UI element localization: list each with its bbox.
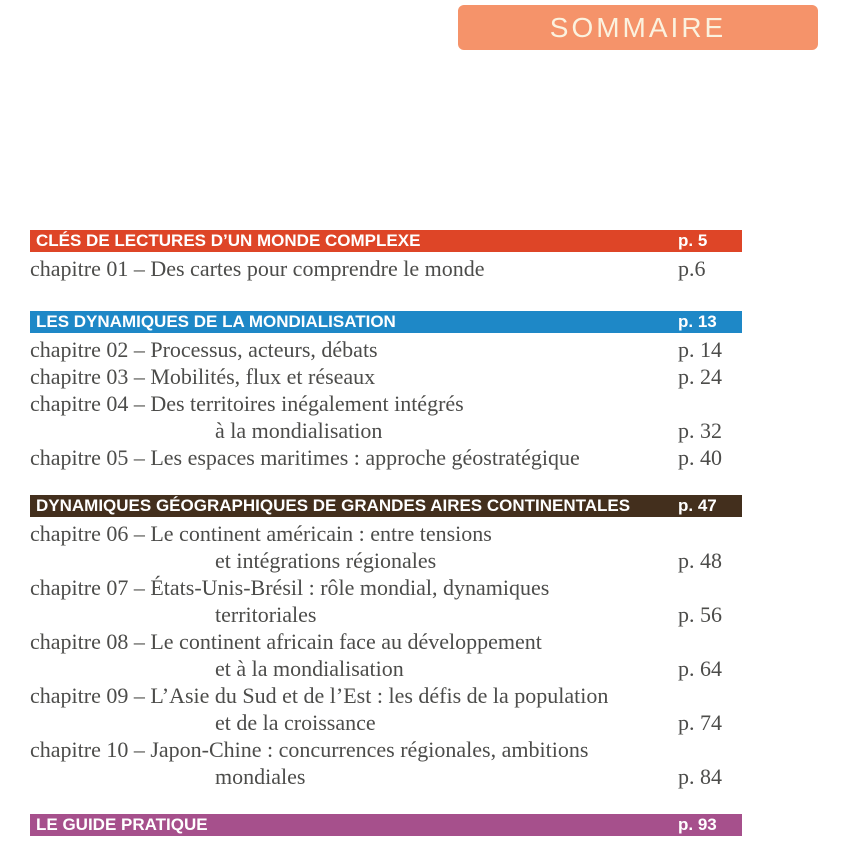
- toc-section: [30, 230, 742, 282]
- chapter-entry-text: chapitre 03 – Mobilités, flux et réseaux: [30, 364, 376, 389]
- chapter-entry-text: chapitre 09 – L’Asie du Sud et de l’Est : les défis de la population: [30, 683, 609, 708]
- chapter-entry-text: chapitre 07 – États-Unis-Brésil : rôle mondial, dynamiques: [30, 575, 550, 600]
- section-banner-title: CLÉS DE LECTURES D’UN MONDE COMPLEXE: [36, 231, 421, 250]
- chapter-page-number: p. 32: [678, 418, 722, 443]
- toc-section: [30, 814, 742, 836]
- section-banner: [30, 230, 742, 252]
- chapter-entry-text: et intégrations régionales: [215, 548, 437, 573]
- chapter-page-number: p. 24: [678, 364, 722, 389]
- chapter-entry-line: [30, 363, 742, 390]
- chapter-page-number: p. 84: [678, 764, 722, 789]
- chapter-entry-line: [30, 682, 742, 709]
- toc-section: [30, 311, 742, 471]
- chapter-entry-text: chapitre 10 – Japon-Chine : concurrences régionales, ambitions: [30, 737, 589, 762]
- chapter-entry-line: [30, 574, 742, 601]
- chapter-page-number: p. 74: [678, 710, 722, 735]
- section-banner-title: LE GUIDE PRATIQUE: [36, 815, 208, 834]
- chapter-entry-text: à la mondialisation: [215, 418, 383, 443]
- chapter-entry-text: chapitre 05 – Les espaces maritimes : approche géostratégique: [30, 445, 580, 470]
- chapter-entry-text: territoriales: [215, 602, 317, 627]
- chapter-entry-text: et de la croissance: [215, 710, 376, 735]
- chapter-entry-text: chapitre 04 – Des territoires inégalement intégrés: [30, 391, 464, 416]
- chapter-entry-text: mondiales: [215, 764, 306, 789]
- section-banner-title: LES DYNAMIQUES DE LA MONDIALISATION: [36, 312, 396, 331]
- chapter-entry-text: et à la mondialisation: [215, 656, 404, 681]
- chapter-entry-line: [30, 655, 742, 682]
- chapter-page-number: p. 40: [678, 445, 722, 470]
- chapter-entry-line: [30, 255, 742, 282]
- chapter-entry-text: chapitre 06 – Le continent américain : entre tensions: [30, 521, 492, 546]
- section-banner: [30, 814, 742, 836]
- sommaire-header-tab: [458, 5, 818, 50]
- chapter-entry-line: [30, 547, 742, 574]
- chapter-entry-line: [30, 628, 742, 655]
- chapter-entry-line: [30, 336, 742, 363]
- chapter-entry-line: [30, 601, 742, 628]
- chapter-entry-text: chapitre 08 – Le continent africain face au développement: [30, 629, 542, 654]
- toc-section: [30, 495, 742, 790]
- chapter-page-number: p.6: [678, 256, 706, 281]
- sommaire-title: SOMMAIRE: [549, 11, 727, 43]
- section-banner-title: DYNAMIQUES GÉOGRAPHIQUES DE GRANDES AIRES CONTINENTALES: [36, 496, 631, 515]
- chapter-page-number: p. 56: [678, 602, 722, 627]
- chapter-entry-line: [30, 444, 742, 471]
- toc-sections: [30, 230, 742, 839]
- chapter-entry-line: [30, 417, 742, 444]
- chapter-entry-line: [30, 390, 742, 417]
- chapter-entry-line: [30, 520, 742, 547]
- section-banner: [30, 311, 742, 333]
- chapter-page-number: p. 48: [678, 548, 722, 573]
- chapter-entry-line: [30, 709, 742, 736]
- chapter-page-number: p. 64: [678, 656, 722, 681]
- chapter-page-number: p. 14: [678, 337, 722, 362]
- section-page-number: p. 5: [678, 231, 708, 250]
- section-page-number: p. 13: [678, 312, 717, 331]
- chapter-entry-line: [30, 763, 742, 790]
- section-page-number: p. 47: [678, 496, 717, 515]
- section-page-number: p. 93: [678, 815, 717, 834]
- chapter-entry-line: [30, 736, 742, 763]
- section-banner: [30, 495, 742, 517]
- chapter-entry-text: chapitre 01 – Des cartes pour comprendre le monde: [30, 256, 485, 281]
- chapter-entry-text: chapitre 02 – Processus, acteurs, débats: [30, 337, 378, 362]
